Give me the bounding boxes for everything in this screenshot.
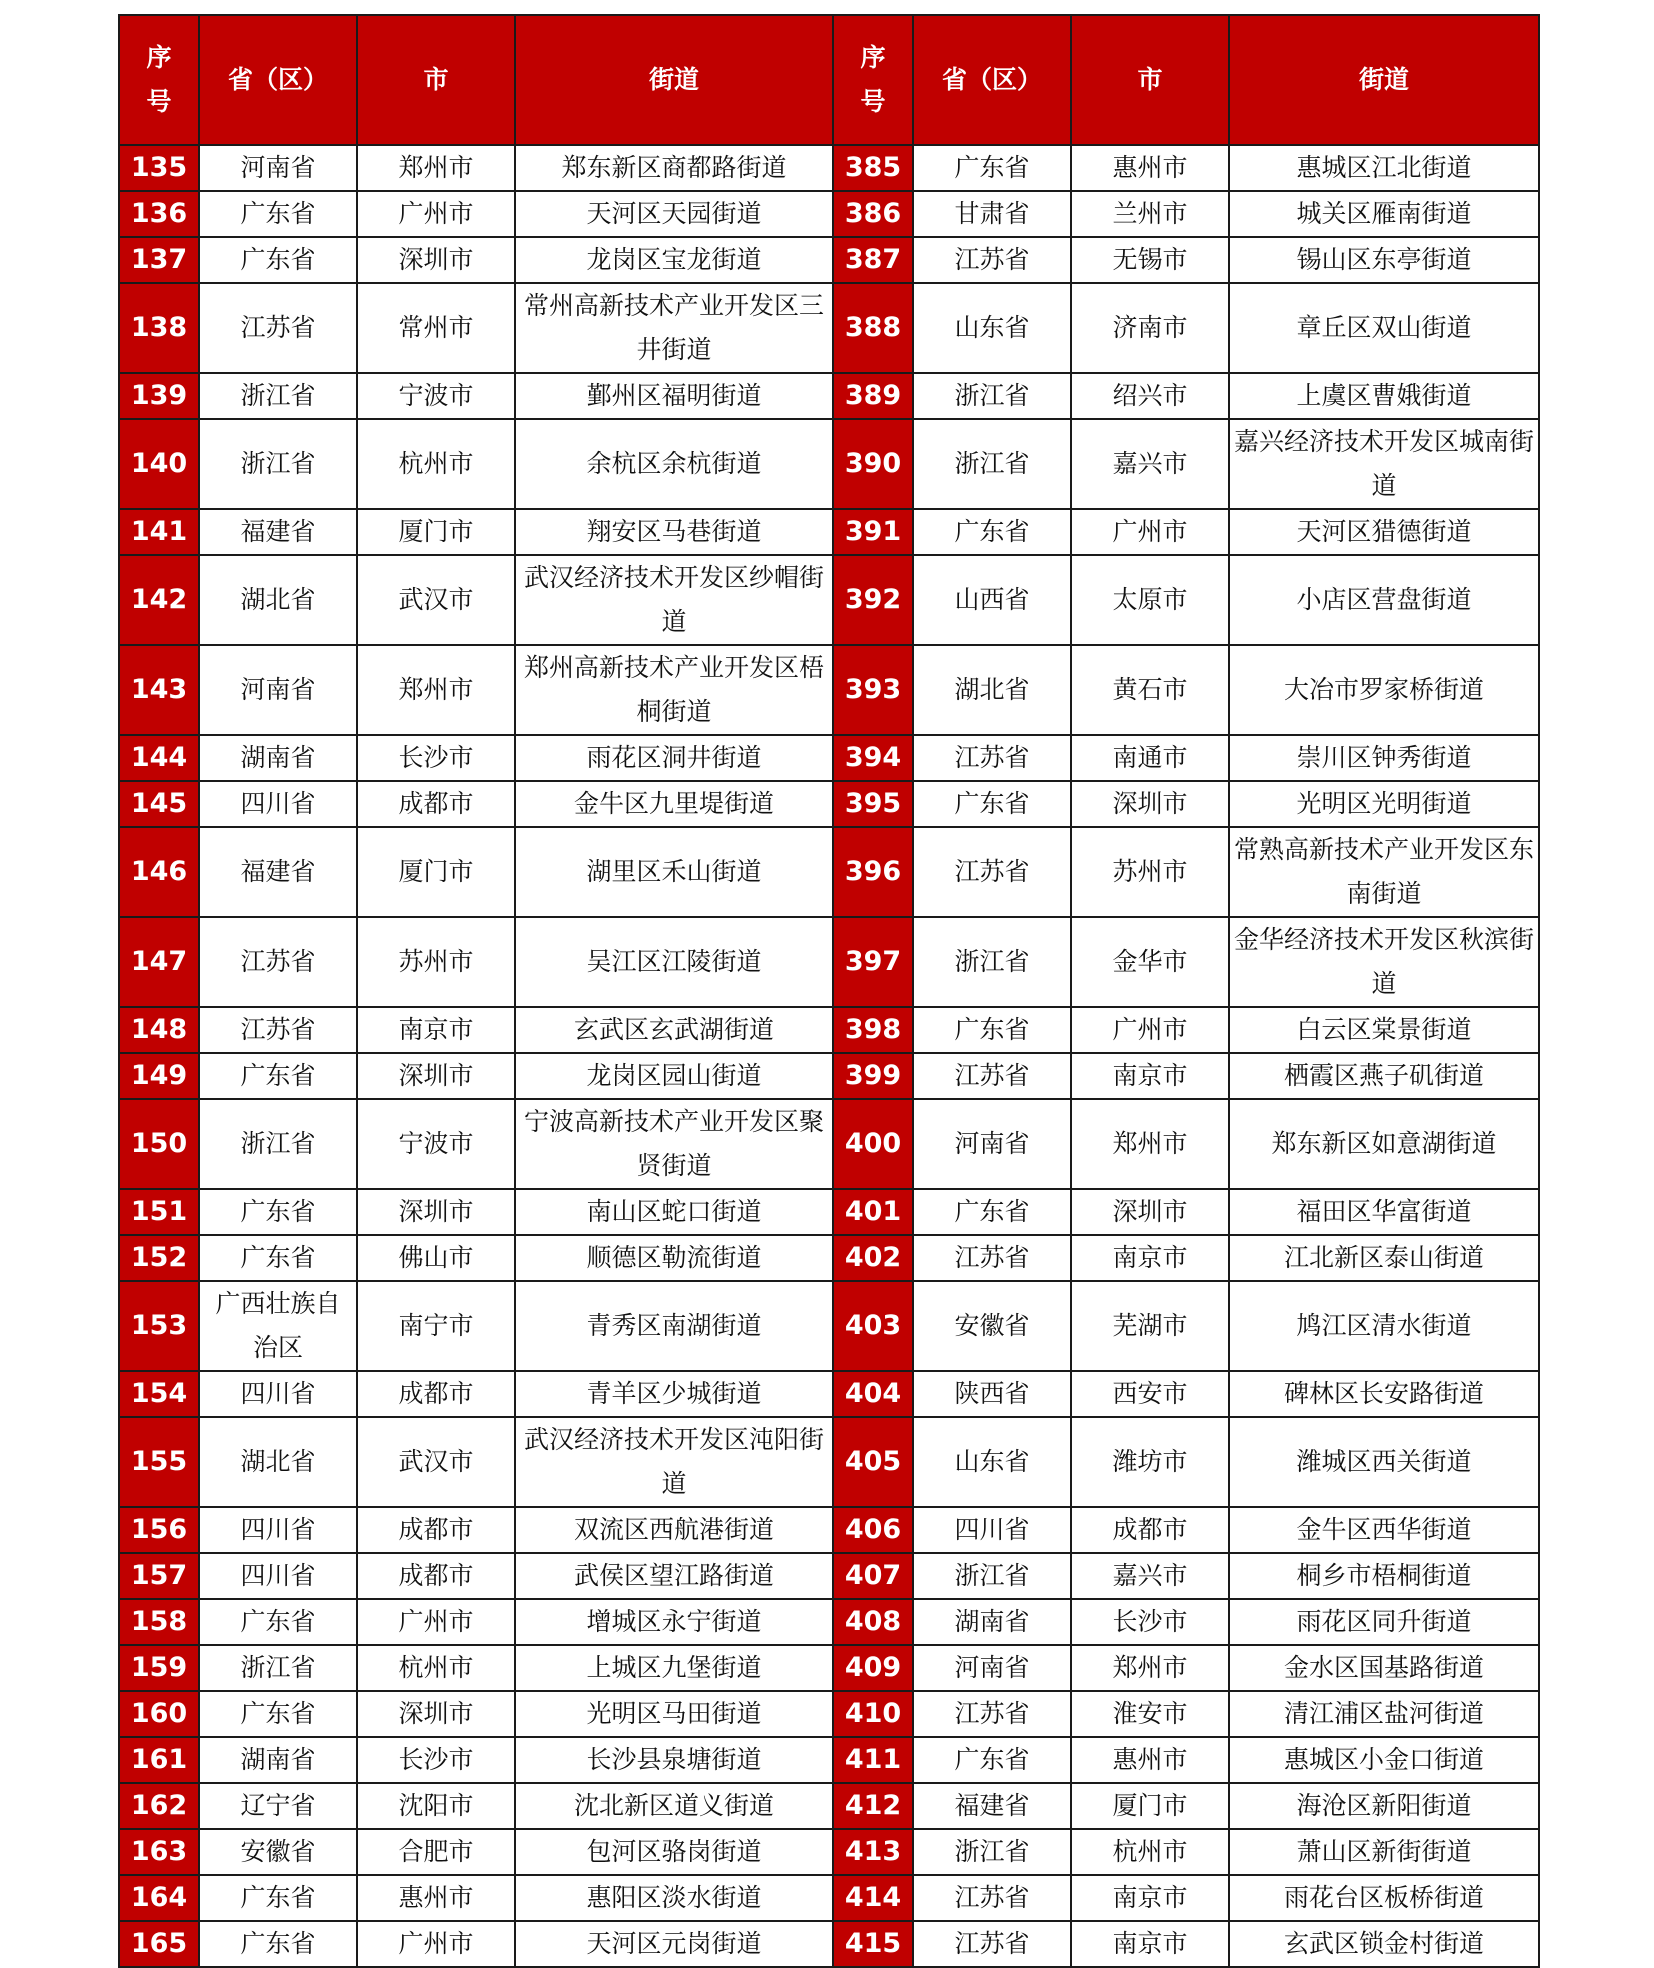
province-cell-right: 江苏省 <box>913 1921 1071 1967</box>
seq-cell-left: 143 <box>119 645 199 735</box>
city-cell-right: 南京市 <box>1071 1235 1229 1281</box>
city-cell-right: 芜湖市 <box>1071 1281 1229 1371</box>
province-cell-left: 广东省 <box>199 191 357 237</box>
table-row <box>119 1875 1539 1921</box>
table-row <box>119 509 1539 555</box>
city-cell-left: 广州市 <box>357 191 515 237</box>
city-cell-right: 兰州市 <box>1071 191 1229 237</box>
province-cell-left: 四川省 <box>199 1507 357 1553</box>
city-cell-right: 南京市 <box>1071 1053 1229 1099</box>
street-cell-left: 宁波高新技术产业开发区聚贤街道 <box>515 1099 833 1189</box>
city-cell-left: 长沙市 <box>357 1737 515 1783</box>
province-cell-right: 四川省 <box>913 1507 1071 1553</box>
seq-cell-left: 138 <box>119 283 199 373</box>
table-row <box>119 1007 1539 1053</box>
seq-cell-right: 391 <box>833 509 913 555</box>
table-row <box>119 191 1539 237</box>
street-cell-left: 增城区永宁街道 <box>515 1599 833 1645</box>
street-cell-left: 余杭区余杭街道 <box>515 419 833 509</box>
province-cell-right: 江苏省 <box>913 1235 1071 1281</box>
street-cell-right: 常熟高新技术产业开发区东南街道 <box>1229 827 1539 917</box>
street-cell-left: 郑东新区商都路街道 <box>515 145 833 191</box>
seq-cell-left: 147 <box>119 917 199 1007</box>
seq-cell-left: 159 <box>119 1645 199 1691</box>
city-cell-left: 深圳市 <box>357 1053 515 1099</box>
table-row <box>119 735 1539 781</box>
city-cell-left: 佛山市 <box>357 1235 515 1281</box>
city-cell-right: 广州市 <box>1071 509 1229 555</box>
city-cell-right: 绍兴市 <box>1071 373 1229 419</box>
street-cell-right: 萧山区新街街道 <box>1229 1829 1539 1875</box>
table-row <box>119 1645 1539 1691</box>
province-cell-left: 浙江省 <box>199 1099 357 1189</box>
street-cell-left: 沈北新区道义街道 <box>515 1783 833 1829</box>
seq-cell-right: 395 <box>833 781 913 827</box>
province-cell-right: 陕西省 <box>913 1371 1071 1417</box>
city-cell-left: 郑州市 <box>357 645 515 735</box>
seq-cell-right: 413 <box>833 1829 913 1875</box>
province-cell-left: 广东省 <box>199 1235 357 1281</box>
street-cell-left: 常州高新技术产业开发区三井街道 <box>515 283 833 373</box>
street-cell-right: 雨花区同升街道 <box>1229 1599 1539 1645</box>
seq-cell-left: 139 <box>119 373 199 419</box>
seq-cell-right: 393 <box>833 645 913 735</box>
city-cell-left: 沈阳市 <box>357 1783 515 1829</box>
street-cell-right: 潍城区西关街道 <box>1229 1417 1539 1507</box>
city-cell-left: 杭州市 <box>357 1645 515 1691</box>
table-row <box>119 373 1539 419</box>
city-cell-right: 杭州市 <box>1071 1829 1229 1875</box>
seq-cell-right: 387 <box>833 237 913 283</box>
city-cell-left: 厦门市 <box>357 827 515 917</box>
street-cell-right: 城关区雁南街道 <box>1229 191 1539 237</box>
city-cell-right: 成都市 <box>1071 1507 1229 1553</box>
seq-cell-left: 136 <box>119 191 199 237</box>
table-row <box>119 1783 1539 1829</box>
city-cell-left: 南京市 <box>357 1007 515 1053</box>
province-cell-left: 安徽省 <box>199 1829 357 1875</box>
table-row <box>119 1099 1539 1189</box>
seq-cell-right: 414 <box>833 1875 913 1921</box>
city-cell-left: 深圳市 <box>357 1189 515 1235</box>
street-cell-left: 光明区马田街道 <box>515 1691 833 1737</box>
seq-cell-left: 155 <box>119 1417 199 1507</box>
seq-cell-left: 152 <box>119 1235 199 1281</box>
street-cell-left: 郑州高新技术产业开发区梧桐街道 <box>515 645 833 735</box>
street-cell-right: 金牛区西华街道 <box>1229 1507 1539 1553</box>
city-cell-right: 长沙市 <box>1071 1599 1229 1645</box>
province-cell-right: 江苏省 <box>913 827 1071 917</box>
table-row <box>119 1507 1539 1553</box>
province-cell-right: 福建省 <box>913 1783 1071 1829</box>
seq-cell-right: 390 <box>833 419 913 509</box>
seq-cell-right: 406 <box>833 1507 913 1553</box>
seq-cell-left: 148 <box>119 1007 199 1053</box>
seq-cell-right: 401 <box>833 1189 913 1235</box>
city-cell-right: 无锡市 <box>1071 237 1229 283</box>
province-cell-right: 山东省 <box>913 283 1071 373</box>
province-cell-right: 甘肃省 <box>913 191 1071 237</box>
province-cell-left: 辽宁省 <box>199 1783 357 1829</box>
province-cell-right: 山东省 <box>913 1417 1071 1507</box>
table-row <box>119 1553 1539 1599</box>
header-city-left: 市 <box>357 15 515 145</box>
seq-cell-left: 145 <box>119 781 199 827</box>
province-cell-right: 江苏省 <box>913 237 1071 283</box>
seq-cell-left: 137 <box>119 237 199 283</box>
street-cell-right: 福田区华富街道 <box>1229 1189 1539 1235</box>
street-cell-left: 武汉经济技术开发区纱帽街道 <box>515 555 833 645</box>
street-cell-right: 大冶市罗家桥街道 <box>1229 645 1539 735</box>
province-cell-right: 河南省 <box>913 1645 1071 1691</box>
seq-cell-left: 162 <box>119 1783 199 1829</box>
seq-cell-right: 412 <box>833 1783 913 1829</box>
table-row <box>119 1921 1539 1967</box>
province-cell-left: 河南省 <box>199 145 357 191</box>
province-cell-right: 江苏省 <box>913 1691 1071 1737</box>
province-cell-right: 广东省 <box>913 1189 1071 1235</box>
city-cell-right: 惠州市 <box>1071 145 1229 191</box>
province-cell-left: 广东省 <box>199 1189 357 1235</box>
city-cell-left: 武汉市 <box>357 1417 515 1507</box>
province-cell-right: 安徽省 <box>913 1281 1071 1371</box>
seq-cell-left: 146 <box>119 827 199 917</box>
table-row <box>119 1371 1539 1417</box>
province-cell-left: 广东省 <box>199 1599 357 1645</box>
city-cell-right: 济南市 <box>1071 283 1229 373</box>
seq-cell-right: 394 <box>833 735 913 781</box>
street-cell-left: 金牛区九里堤街道 <box>515 781 833 827</box>
province-cell-left: 福建省 <box>199 509 357 555</box>
city-cell-right: 淮安市 <box>1071 1691 1229 1737</box>
city-cell-left: 宁波市 <box>357 1099 515 1189</box>
seq-cell-right: 398 <box>833 1007 913 1053</box>
province-cell-left: 江苏省 <box>199 917 357 1007</box>
street-cell-left: 南山区蛇口街道 <box>515 1189 833 1235</box>
province-cell-left: 广东省 <box>199 1053 357 1099</box>
street-list-table <box>118 14 1540 1968</box>
province-cell-left: 湖北省 <box>199 555 357 645</box>
seq-cell-left: 158 <box>119 1599 199 1645</box>
province-cell-right: 浙江省 <box>913 373 1071 419</box>
table-row <box>119 827 1539 917</box>
city-cell-left: 苏州市 <box>357 917 515 1007</box>
city-cell-right: 惠州市 <box>1071 1737 1229 1783</box>
city-cell-right: 广州市 <box>1071 1007 1229 1053</box>
header-city-right: 市 <box>1071 15 1229 145</box>
city-cell-right: 嘉兴市 <box>1071 419 1229 509</box>
table-row <box>119 1691 1539 1737</box>
street-cell-left: 玄武区玄武湖街道 <box>515 1007 833 1053</box>
street-cell-left: 上城区九堡街道 <box>515 1645 833 1691</box>
province-cell-right: 浙江省 <box>913 917 1071 1007</box>
street-cell-left: 惠阳区淡水街道 <box>515 1875 833 1921</box>
province-cell-right: 广东省 <box>913 781 1071 827</box>
table-row <box>119 1235 1539 1281</box>
seq-cell-left: 142 <box>119 555 199 645</box>
seq-cell-left: 165 <box>119 1921 199 1967</box>
street-cell-left: 武汉经济技术开发区沌阳街道 <box>515 1417 833 1507</box>
street-cell-left: 双流区西航港街道 <box>515 1507 833 1553</box>
province-cell-left: 湖南省 <box>199 735 357 781</box>
table-row <box>119 419 1539 509</box>
province-cell-right: 山西省 <box>913 555 1071 645</box>
header-province-left: 省（区） <box>199 15 357 145</box>
province-cell-right: 浙江省 <box>913 1829 1071 1875</box>
seq-cell-right: 388 <box>833 283 913 373</box>
city-cell-right: 郑州市 <box>1071 1099 1229 1189</box>
city-cell-left: 杭州市 <box>357 419 515 509</box>
city-cell-left: 合肥市 <box>357 1829 515 1875</box>
province-cell-left: 四川省 <box>199 781 357 827</box>
city-cell-right: 南京市 <box>1071 1921 1229 1967</box>
seq-cell-right: 405 <box>833 1417 913 1507</box>
province-cell-right: 广东省 <box>913 145 1071 191</box>
street-cell-left: 长沙县泉塘街道 <box>515 1737 833 1783</box>
header-street-left: 街道 <box>515 15 833 145</box>
street-cell-right: 惠城区江北街道 <box>1229 145 1539 191</box>
street-cell-left: 天河区天园街道 <box>515 191 833 237</box>
street-cell-left: 天河区元岗街道 <box>515 1921 833 1967</box>
street-cell-right: 郑东新区如意湖街道 <box>1229 1099 1539 1189</box>
seq-cell-left: 161 <box>119 1737 199 1783</box>
province-cell-left: 浙江省 <box>199 373 357 419</box>
street-cell-right: 金水区国基路街道 <box>1229 1645 1539 1691</box>
street-cell-right: 小店区营盘街道 <box>1229 555 1539 645</box>
seq-cell-left: 163 <box>119 1829 199 1875</box>
street-cell-right: 嘉兴经济技术开发区城南街道 <box>1229 419 1539 509</box>
street-cell-right: 碑林区长安路街道 <box>1229 1371 1539 1417</box>
street-cell-left: 吴江区江陵街道 <box>515 917 833 1007</box>
province-cell-left: 广西壮族自治区 <box>199 1281 357 1371</box>
seq-cell-left: 164 <box>119 1875 199 1921</box>
province-cell-right: 湖南省 <box>913 1599 1071 1645</box>
street-cell-right: 海沧区新阳街道 <box>1229 1783 1539 1829</box>
seq-cell-right: 386 <box>833 191 913 237</box>
city-cell-left: 厦门市 <box>357 509 515 555</box>
province-cell-right: 江苏省 <box>913 735 1071 781</box>
seq-cell-right: 411 <box>833 1737 913 1783</box>
city-cell-right: 金华市 <box>1071 917 1229 1007</box>
city-cell-left: 成都市 <box>357 1553 515 1599</box>
street-cell-left: 包河区骆岗街道 <box>515 1829 833 1875</box>
street-cell-right: 江北新区泰山街道 <box>1229 1235 1539 1281</box>
seq-cell-right: 397 <box>833 917 913 1007</box>
province-cell-right: 广东省 <box>913 1007 1071 1053</box>
city-cell-left: 成都市 <box>357 1371 515 1417</box>
street-cell-left: 武侯区望江路街道 <box>515 1553 833 1599</box>
seq-cell-left: 140 <box>119 419 199 509</box>
street-cell-left: 青秀区南湖街道 <box>515 1281 833 1371</box>
city-cell-left: 宁波市 <box>357 373 515 419</box>
table-row <box>119 1281 1539 1371</box>
city-cell-right: 南京市 <box>1071 1875 1229 1921</box>
seq-cell-left: 156 <box>119 1507 199 1553</box>
seq-cell-right: 389 <box>833 373 913 419</box>
city-cell-right: 太原市 <box>1071 555 1229 645</box>
street-cell-left: 雨花区洞井街道 <box>515 735 833 781</box>
street-cell-left: 鄞州区福明街道 <box>515 373 833 419</box>
seq-cell-right: 396 <box>833 827 913 917</box>
seq-cell-right: 404 <box>833 1371 913 1417</box>
seq-cell-right: 408 <box>833 1599 913 1645</box>
province-cell-left: 福建省 <box>199 827 357 917</box>
street-cell-left: 龙岗区宝龙街道 <box>515 237 833 283</box>
city-cell-left: 长沙市 <box>357 735 515 781</box>
street-cell-right: 清江浦区盐河街道 <box>1229 1691 1539 1737</box>
street-cell-right: 玄武区锁金村街道 <box>1229 1921 1539 1967</box>
city-cell-right: 黄石市 <box>1071 645 1229 735</box>
province-cell-left: 江苏省 <box>199 283 357 373</box>
city-cell-left: 深圳市 <box>357 1691 515 1737</box>
table-row <box>119 1829 1539 1875</box>
seq-cell-left: 153 <box>119 1281 199 1371</box>
table-row <box>119 1053 1539 1099</box>
city-cell-left: 成都市 <box>357 1507 515 1553</box>
seq-cell-left: 157 <box>119 1553 199 1599</box>
street-cell-right: 光明区光明街道 <box>1229 781 1539 827</box>
province-cell-right: 浙江省 <box>913 1553 1071 1599</box>
street-cell-right: 栖霞区燕子矶街道 <box>1229 1053 1539 1099</box>
province-cell-right: 广东省 <box>913 509 1071 555</box>
table-row <box>119 555 1539 645</box>
street-cell-right: 桐乡市梧桐街道 <box>1229 1553 1539 1599</box>
table-row <box>119 237 1539 283</box>
city-cell-right: 南通市 <box>1071 735 1229 781</box>
street-cell-right: 上虞区曹娥街道 <box>1229 373 1539 419</box>
table-row <box>119 1599 1539 1645</box>
city-cell-right: 苏州市 <box>1071 827 1229 917</box>
province-cell-left: 四川省 <box>199 1371 357 1417</box>
province-cell-right: 江苏省 <box>913 1875 1071 1921</box>
seq-cell-left: 150 <box>119 1099 199 1189</box>
seq-cell-right: 400 <box>833 1099 913 1189</box>
seq-cell-right: 402 <box>833 1235 913 1281</box>
seq-cell-right: 407 <box>833 1553 913 1599</box>
city-cell-left: 成都市 <box>357 781 515 827</box>
province-cell-left: 广东省 <box>199 1875 357 1921</box>
table-row <box>119 145 1539 191</box>
table-row <box>119 283 1539 373</box>
street-cell-right: 章丘区双山街道 <box>1229 283 1539 373</box>
seq-cell-right: 410 <box>833 1691 913 1737</box>
table-row <box>119 1417 1539 1507</box>
city-cell-right: 嘉兴市 <box>1071 1553 1229 1599</box>
seq-cell-right: 399 <box>833 1053 913 1099</box>
table-row <box>119 645 1539 735</box>
street-cell-left: 湖里区禾山街道 <box>515 827 833 917</box>
street-cell-right: 鸠江区清水街道 <box>1229 1281 1539 1371</box>
street-cell-right: 崇川区钟秀街道 <box>1229 735 1539 781</box>
seq-cell-right: 403 <box>833 1281 913 1371</box>
table-row <box>119 1737 1539 1783</box>
seq-cell-left: 144 <box>119 735 199 781</box>
city-cell-right: 厦门市 <box>1071 1783 1229 1829</box>
city-cell-left: 广州市 <box>357 1599 515 1645</box>
header-province-right: 省（区） <box>913 15 1071 145</box>
seq-cell-left: 149 <box>119 1053 199 1099</box>
province-cell-right: 河南省 <box>913 1099 1071 1189</box>
province-cell-right: 浙江省 <box>913 419 1071 509</box>
city-cell-right: 深圳市 <box>1071 1189 1229 1235</box>
header-street-right: 街道 <box>1229 15 1539 145</box>
city-cell-right: 郑州市 <box>1071 1645 1229 1691</box>
province-cell-left: 江苏省 <box>199 1007 357 1053</box>
province-cell-left: 四川省 <box>199 1553 357 1599</box>
seq-cell-right: 409 <box>833 1645 913 1691</box>
header-row <box>119 15 1539 145</box>
province-cell-right: 江苏省 <box>913 1053 1071 1099</box>
city-cell-right: 深圳市 <box>1071 781 1229 827</box>
province-cell-left: 广东省 <box>199 1691 357 1737</box>
street-cell-right: 天河区猎德街道 <box>1229 509 1539 555</box>
province-cell-right: 湖北省 <box>913 645 1071 735</box>
seq-cell-left: 160 <box>119 1691 199 1737</box>
header-seq-left: 序号 <box>119 15 199 145</box>
city-cell-right: 潍坊市 <box>1071 1417 1229 1507</box>
province-cell-left: 湖南省 <box>199 1737 357 1783</box>
seq-cell-left: 151 <box>119 1189 199 1235</box>
street-cell-right: 白云区棠景街道 <box>1229 1007 1539 1053</box>
province-cell-left: 浙江省 <box>199 419 357 509</box>
city-cell-left: 南宁市 <box>357 1281 515 1371</box>
street-cell-left: 青羊区少城街道 <box>515 1371 833 1417</box>
province-cell-left: 广东省 <box>199 1921 357 1967</box>
table-row <box>119 917 1539 1007</box>
city-cell-left: 常州市 <box>357 283 515 373</box>
seq-cell-left: 135 <box>119 145 199 191</box>
seq-cell-right: 385 <box>833 145 913 191</box>
province-cell-left: 广东省 <box>199 237 357 283</box>
province-cell-left: 河南省 <box>199 645 357 735</box>
city-cell-left: 深圳市 <box>357 237 515 283</box>
seq-cell-left: 141 <box>119 509 199 555</box>
seq-cell-right: 392 <box>833 555 913 645</box>
table-row <box>119 1189 1539 1235</box>
province-cell-left: 浙江省 <box>199 1645 357 1691</box>
table-row <box>119 781 1539 827</box>
seq-cell-right: 415 <box>833 1921 913 1967</box>
header-seq-right: 序号 <box>833 15 913 145</box>
street-cell-right: 金华经济技术开发区秋滨街道 <box>1229 917 1539 1007</box>
province-cell-left: 湖北省 <box>199 1417 357 1507</box>
street-cell-right: 锡山区东亭街道 <box>1229 237 1539 283</box>
city-cell-left: 武汉市 <box>357 555 515 645</box>
street-cell-left: 顺德区勒流街道 <box>515 1235 833 1281</box>
seq-cell-left: 154 <box>119 1371 199 1417</box>
street-cell-right: 惠城区小金口街道 <box>1229 1737 1539 1783</box>
street-cell-right: 雨花台区板桥街道 <box>1229 1875 1539 1921</box>
city-cell-right: 西安市 <box>1071 1371 1229 1417</box>
city-cell-left: 郑州市 <box>357 145 515 191</box>
street-cell-left: 龙岗区园山街道 <box>515 1053 833 1099</box>
city-cell-left: 广州市 <box>357 1921 515 1967</box>
city-cell-left: 惠州市 <box>357 1875 515 1921</box>
province-cell-right: 广东省 <box>913 1737 1071 1783</box>
street-cell-left: 翔安区马巷街道 <box>515 509 833 555</box>
